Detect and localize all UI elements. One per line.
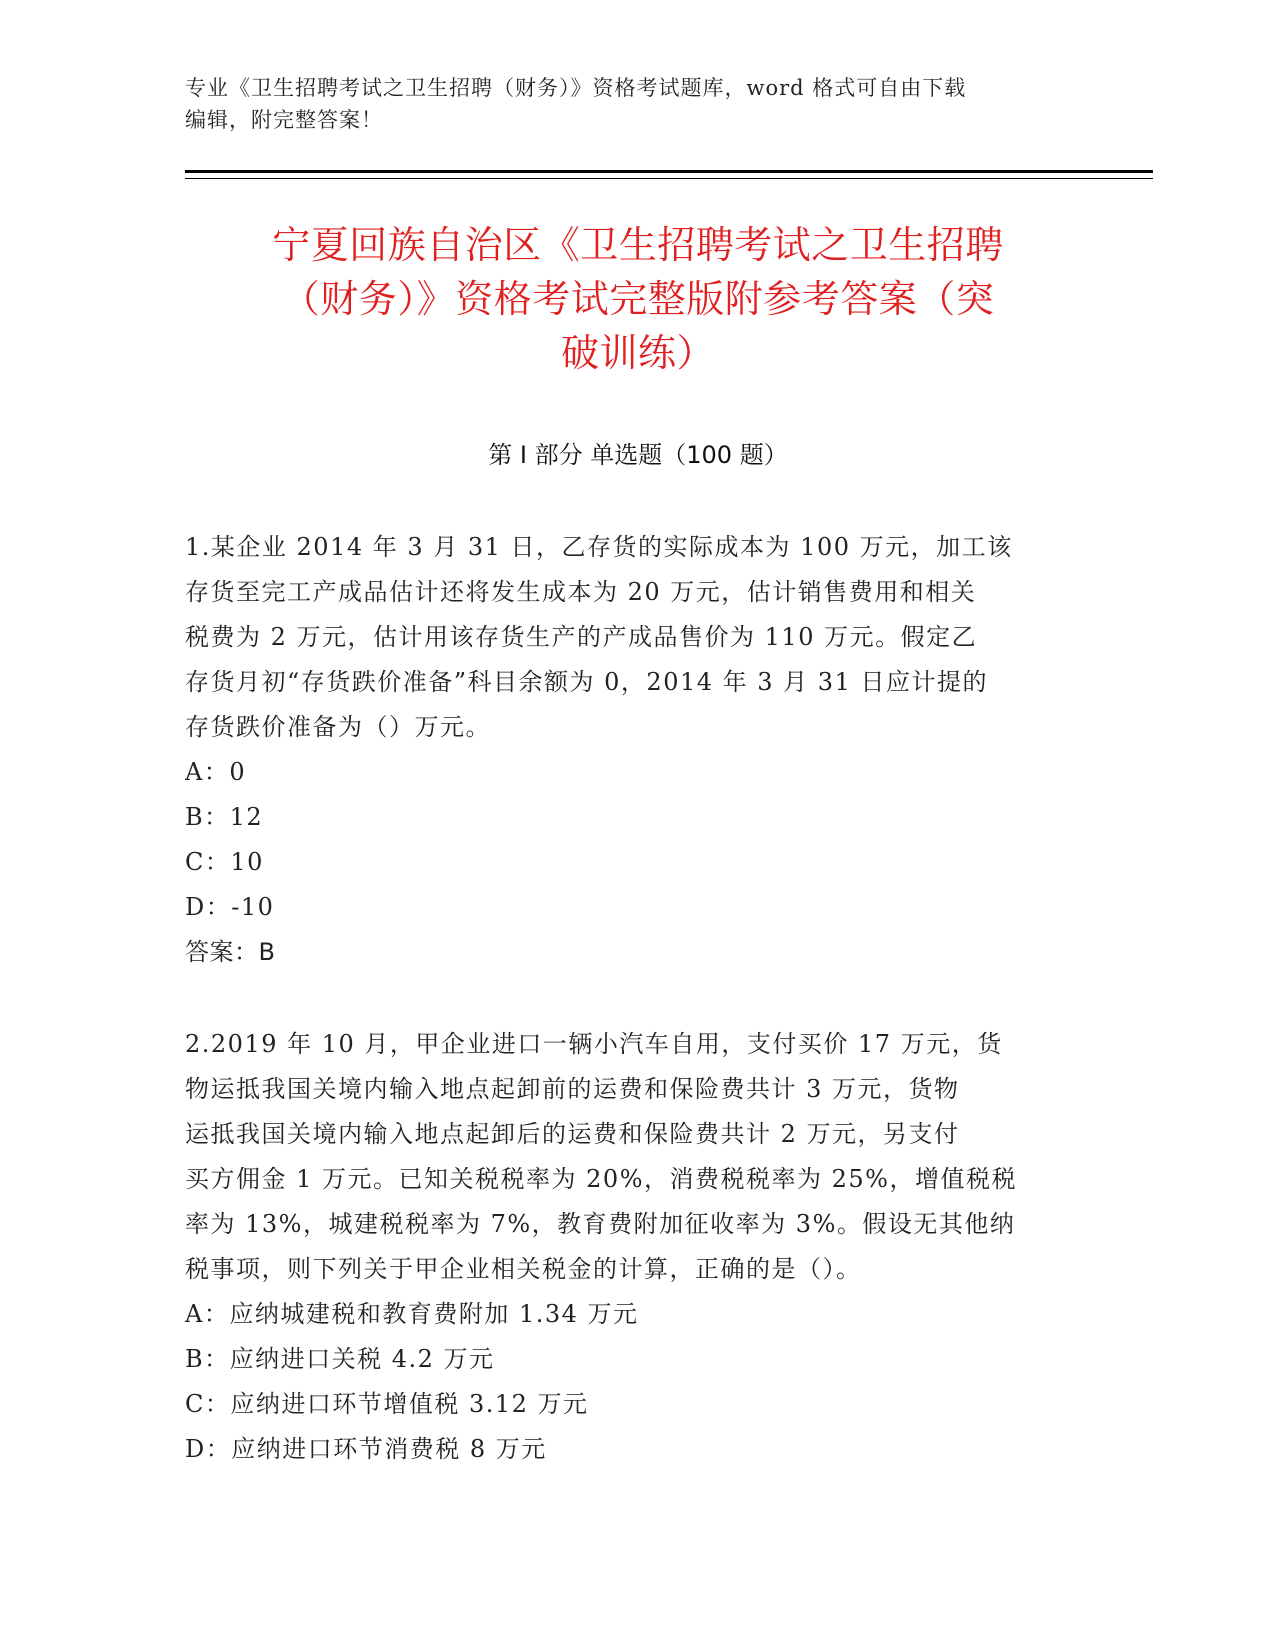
question-stem: [185, 525, 1065, 750]
header-divider-thick: [185, 170, 1153, 173]
section-heading: 第 I 部分 单选题（100 题）: [488, 441, 788, 469]
document-title: [185, 218, 1091, 380]
option-c: C：应纳进口环节增值税 3.12 万元: [185, 1390, 589, 1418]
question-stem-line: 1.某企业 2014 年 3 月 31 日，乙存货的实际成本为 100 万元，加工该: [185, 533, 1013, 561]
option-a: A：0: [185, 758, 247, 786]
question-stem: [185, 1022, 1065, 1292]
header-divider-thin: [185, 178, 1153, 179]
header-note: [185, 72, 1065, 136]
option-d: D：应纳进口环节消费税 8 万元: [185, 1435, 547, 1463]
question-stem-line: 物运抵我国关境内输入地点起卸前的运费和保险费共计 3 万元，货物: [185, 1075, 960, 1103]
question-stem-line: 存货月初“存货跌价准备”科目余额为 0，2014 年 3 月 31 日应计提的: [185, 668, 988, 696]
question-stem-line: 存货跌价准备为（）万元。: [185, 713, 491, 741]
question-2: [185, 1022, 1065, 1472]
option-d: D：-10: [185, 893, 275, 921]
option-c: C：10: [185, 848, 264, 876]
question-stem-line: 率为 13%，城建税税率为 7%，教育费附加征收率为 3%。假设无其他纳: [185, 1210, 1016, 1238]
question-stem-line: 运抵我国关境内输入地点起卸后的运费和保险费共计 2 万元，另支付: [185, 1120, 960, 1148]
option-b: B：12: [185, 803, 264, 831]
document-title-line-2: （财务）》资格考试完整版附参考答案（突: [281, 277, 995, 321]
question-stem-line: 2.2019 年 10 月，甲企业进口一辆小汽车自用，支付买价 17 万元，货: [185, 1030, 1003, 1058]
question-stem-line: 税费为 2 万元，估计用该存货生产的产成品售价为 110 万元。假定乙: [185, 623, 978, 651]
option-a: A：应纳城建税和教育费附加 1.34 万元: [185, 1300, 639, 1328]
question-1: [185, 525, 1065, 975]
answer: 答案：B: [185, 938, 276, 966]
option-b: B：应纳进口关税 4.2 万元: [185, 1345, 495, 1373]
question-stem-line: 存货至完工产成品估计还将发生成本为 20 万元，估计销售费用和相关: [185, 578, 977, 606]
header-note-line-2: 编辑，附完整答案！: [185, 108, 383, 132]
header-note-line-1: 专业《卫生招聘考试之卫生招聘（财务）》资格考试题库，word 格式可自由下载: [185, 76, 967, 100]
question-stem-line: 税事项，则下列关于甲企业相关税金的计算，正确的是（）。: [185, 1255, 862, 1283]
document-title-line-3: 破训练）: [560, 331, 715, 375]
question-stem-line: 买方佣金 1 万元。已知关税税率为 20%，消费税税率为 25%，增值税税: [185, 1165, 1017, 1193]
document-title-line-1: 宁夏回族自治区《卫生招聘考试之卫生招聘: [272, 223, 1004, 267]
